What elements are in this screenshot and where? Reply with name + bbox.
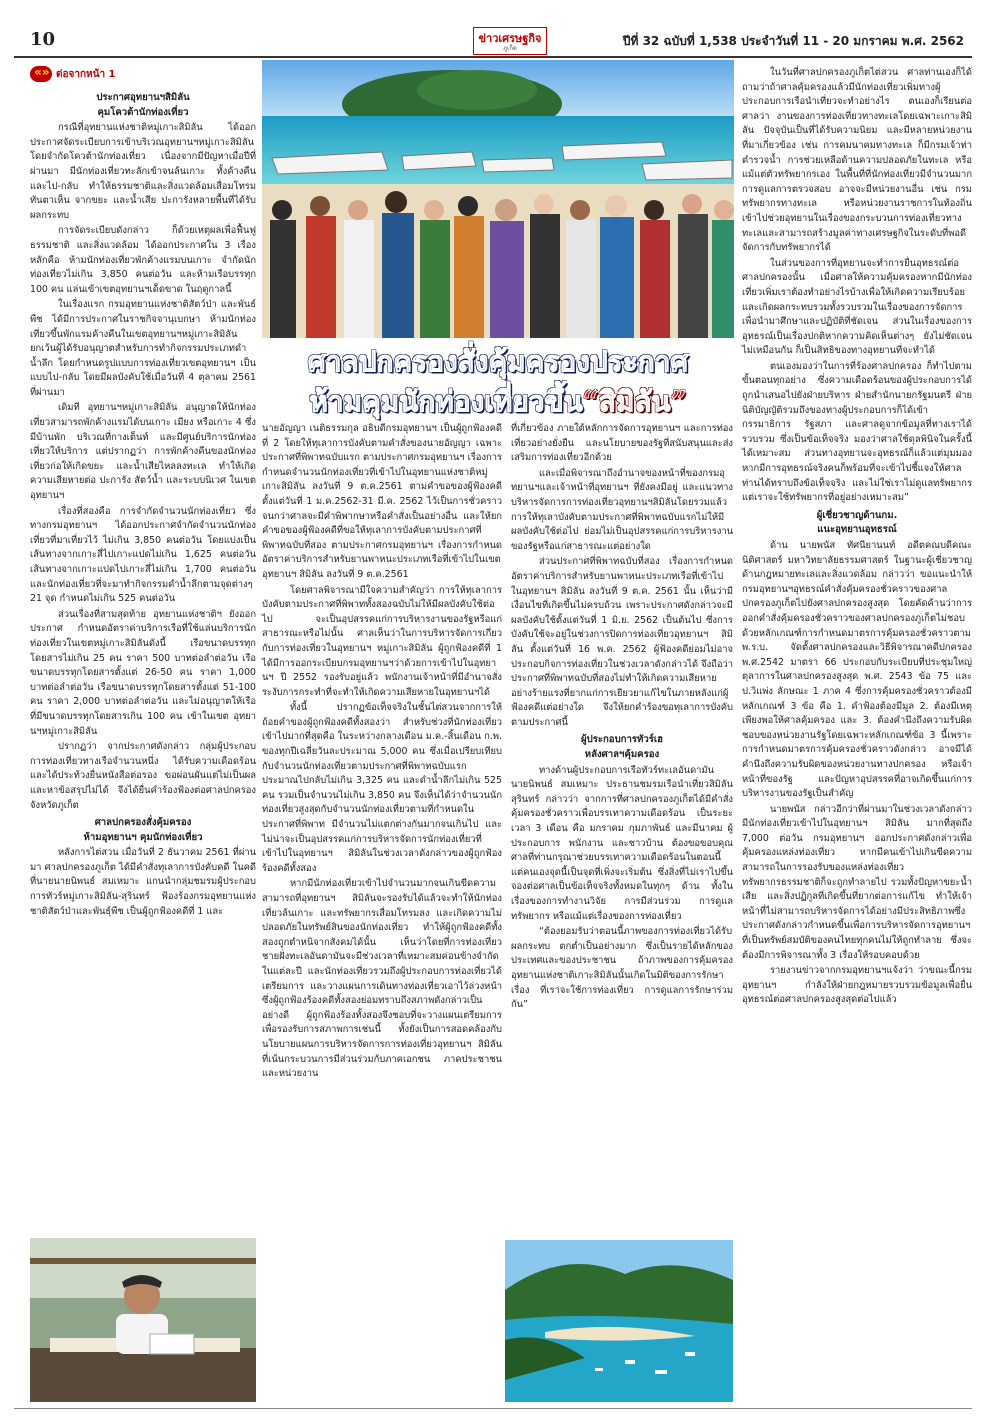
article-column-1 bbox=[30, 88, 256, 920]
masthead-subtitle: ภูเก็ต bbox=[503, 45, 517, 52]
paragraph: หากมีนักท่องเที่ยวเข้าไปจำนวนมากจนเกินขีดความสามารถที่อุทยานฯ สิมิลันจะรองรับได้แล้วจะทำให้นักท่องเที่ยวล้นเกาะ และทรัพยากรเสื่อมโทรมลง และเกิดความไม่ปลอดภัยในทรัพย์สินของนักท่องเที่ยว ทำให้ผู้ถูกฟ้องคดีทั้งสองถูกตำหนิจากสังคมได้นั้น เห็นว่าโดยที่การท่องเที่ยวชายฝั่งทะเลอันดามันจะมีช่วงเวลาที่เหมาะสมค่อนข้างจำกัดในแต่ละปี และนักท่องเที่ยวรวมถึงผู้ประกอบการท่องเที่ยวได้เตรียมการ และวางแผนการเดินทางท่องเที่ยวเอาไว้ล่วงหน้า ซึ่งผู้ถูกฟ้องร้องคดีทั้งสองย่อมทราบถึงสภาพดังกล่าวเป็นอย่างดี ผู้ถูกฟ้องร้องทั้งสองจึงชอบที่จะวางแผนเตรียมการเพื่อรองรับการสภาพการเช่นนี้ ทั้งยังเป็นการสอดคล้องกับนโยบายแผนการบริหารจัดการการท่องเที่ยวอุทยานฯ สิมิลันที่เน้นกระบวนการมีส่วนร่วมกับภาคเอกชน ภาคประชาชน และหน่วยงาน bbox=[262, 878, 502, 1080]
subhead: ศาลปกครองสั่งคุ้มครอง ห้ามอุทยานฯ คุมนักท่องเที่ยว bbox=[83, 817, 203, 843]
subhead: ผู้ประกอบการทัวร์เฮ หลังศาลฯคุ้มครอง bbox=[580, 734, 664, 761]
double-chevron-icon: «» bbox=[30, 66, 52, 82]
header-rule bbox=[14, 56, 972, 58]
paragraph: ตนเองมองว่าในการที่ร้องศาลปกครอง ก็ทำไปตามขั้นตอนทุกอย่าง ซึ่งความเดือดร้อนของผู้ประกอบการได้ถูกนำเสนอไปยังฝ่ายบริหาร ฝ่ายสำนักนายกรัฐมนตรี ฝ่ายนิติบัญญัติรวมถึงของทางผู้ประกอบการก็ได้เข้ากรรมาธิการ รัฐสภา และศาลดูจากข้อมูลที่ทางเราได้รวบรวม ซึ่งเป็นข้อเท็จจริง มองว่าศาลใช้ดุลพินิจในครั้งนี้ได้เหมาะสม ส่วนทางอุทยานจะอุทธรณ์ก็แล้วแต่มุมมอง หากมีการอุทธรณ์จริงคนก็พร้อมที่จะเข้าไปชี้แจงให้ศาลท่านได้ทราบถึงข้อเท็จจริง และไม่ใช่เราไม่ดูแลทรัพยากรแต่เราจะใช้ทรัพยากรที่อยู่อย่างเหมาะสม” bbox=[742, 360, 972, 504]
beach-crowd-photo bbox=[262, 60, 734, 338]
paragraph: โดยศาลพิจารณามีใจความสำคัญว่า การให้ทุเลาการบังคับตามประกาศที่พิพาททั้งสองฉบับไม่ให้มีผลบังคับใช้ต่อไป จะเป็นอุปสรรคแก่การบริหารงานของรัฐหรือแก่สาธารณะหรือไม่นั้น ศาลเห็นว่าในการบริหารจัดการเกี่ยวกับการท่องเที่ยวในอุทยานฯ หมู่เกาะสิมิลัน ผู้ถูกฟ้องคดีที่ 1 ได้มีการออกระเบียบกรมอุทยานฯว่าด้วยการเข้าไปในอุทยานฯ ปี 2552 รองรับอยู่แล้ว พนักงานเจ้าหน้าที่มีอำนาจสั่งระงับการกระทำที่จะทำให้เกิดความเสียหายในอุทยานฯได้ bbox=[262, 584, 502, 698]
interviewee-photo bbox=[30, 1238, 256, 1402]
paragraph: ปรากฏว่า จากประกาศดังกล่าว กลุ่มผู้ประกอบการท่องเที่ยวทางเรือจำนวนหนึ่ง ได้รับความเดือดร้อน และได้ประท้วงยื่นหนังสือต่อรอง ขอผ่อนผันแต่ไม่เป็นผล และหาข้อสรุปไม่ได้ จึงได้ยื่นคำร้องฟ้องต่อศาลปกครองจังหวัดภูเก็ต bbox=[30, 741, 256, 811]
paragraph: ด้าน นายพนัส ทัศนียานนท์ อดีตคณบดีคณะนิติศาสตร์ มหาวิทยาลัยธรรมศาสตร์ ในฐานะผู้เชี่ยวชาญด้านกฎหมายทะเลและสิ่งแวดล้อม กล่าวว่า ขอแนะนำให้กรมอุทยานฯอุทธรณ์คำสั่งคุ้มครองชั่วคราวของศาลปกครองภูเก็ตไปยังศาลปกครองสูงสุด โดยคัดค้านว่าการออกคำสั่งคุ้มครองชั่วคราวของศาลปกครองภูเก็ตไม่ชอบด้วยหลักเกณฑ์การกำหนดมาตรการคุ้มครองชั่วคราวตาม พ.ร.บ. จัดตั้งศาลปกครองและวิธีพิจารณาคดีปกครอง พ.ศ.2542 มาตรา 66 ประกอบกับระเบียบที่ประชุมใหญ่ตุลาการในศาลปกครองสูงสุด พ.ศ. 2543 ข้อ 75 และ ป.วิแพ่ง ลักษณะ 1 ภาค 4 ซึ่งการคุ้มครองชั่วคราวต้องมีหลักเกณฑ์ 3 ข้อ คือ 1. คำฟ้องต้องมีมูล 2. ต้องมีเหตุเพียงพอให้ศาลคุ้มครอง และ 3. ต้องคำนึงถึงความรับผิดชอบของหน่วยงานรัฐโดยเฉพาะหลักเกณฑ์ข้อ 3 นี้เพราะการกำหนดมาตรการคุ้มครองชั่วคราวดังกล่าว อาจมีได้คำนึงถึงความรับผิดของหน่วยงานทางปกครอง หรือเจ้าหน้าที่ของรัฐ และปัญหาอุปสรรคที่อาจเกิดขึ้นแก่การบริหารงานของรัฐเป็นสำคัญ bbox=[742, 540, 972, 800]
subhead: ประกาศอุทยานฯสิมิลัน คุมโควต้านักท่องเที่ยว bbox=[96, 92, 190, 118]
paragraph: ส่วนประกาศที่พิพาทฉบับที่สอง เรื่องการกำหนดอัตราค่าบริการสำหรับยานพาหนะประเภทเรือที่เข้าไปในอุทยานฯ สิมิลัน ลงวันที่ 9 ต.ค. 2561 นั้น เห็นว่ามีเงื่อนไขที่เกิดขึ้นไม่ครบถ้วน เพราะประกาศดังกล่าวจะมีผลบังคับใช้ตั้งแต่วันที่ 1 มิ.ย. 2562 เป็นต้นไป ซึ่งการบังคับใช้จะอยู่ในช่วงการปิดการท่องเที่ยวอุทยานฯ สิมิลัน ตั้งแต่วันที่ 16 พ.ค. 2562 ผู้ฟ้องคดีย่อมไม่อาจประกอบกิจการท่องเที่ยวในช่วงเวลาดังกล่าวได้ จึงถือว่าประกาศที่พิพาทฉบับที่สองไม่ทำให้เกิดความเสียหายอย่างร้ายแรงที่ยากแก่การเยียวยาแก้ไขในภายหลังแก่ผู้ฟ้องคดีแต่อย่างใด จึงให้ยกคำร้องขอทุเลาการบังคับตามประกาศนี้ bbox=[511, 556, 733, 728]
paragraph: นายพนัส กล่าวอีกว่าที่ผ่านมาในช่วงเวลาดังกล่าวมีนักท่องเที่ยวเข้าไปในอุทยานฯ สิมิลัน มากที่สุดถึง 7,000 ต่อวัน กรมอุทยานฯ ออกประกาศดังกล่าวเพื่อคุ้มครองแหล่งท่องเที่ยว หากมีคนเข้าไปเกินขีดความสามารถในการรองรับของแหล่งท่องเที่ยว ทรัพยากรธรรมชาติก็จะถูกทำลายไป รวมทั้งปัญหาขยะน้ำเสีย และสิ่งปฏิกูลที่เกิดขึ้นที่ยากต่อการแก้ไข ทำให้เจ้าหน้าที่ไม่สามารถบริหารจัดการได้อย่างมีประสิทธิภาพซึ่งประกาศดังกล่าวกำหนดขึ้นเพื่อการบริหารจัดการอุทยานฯ ที่เป็นทรัพย์สมบัติของคนไทยทุกคนไม่ให้ถูกทำลาย ซึ่งจะต้องมีการพิจารณาทั้ง 3 เรื่องให้รอบคอบด้วย bbox=[742, 803, 972, 961]
paragraph: ในส่วนของการที่อุทยานจะทำการยื่นอุทธรณ์ต่อศาลปกครองนั้น เมื่อศาลให้ความคุ้มครองหากมีนักท่องเที่ยวเพิ่มเราต้องทำอย่างไรบ้างเพื่อให้เกิดความเรียบร้อย และเกิดผลกระทบรวมทั้งรวบรวมในเรื่องของการจัดการเพื่อนำมาศึกษาและปฏิบัติที่ชัดเจน ส่วนในเรื่องของการอุทธรณ์เป็นเรื่องปกติหากความคิดเห็นต่างๆ ยังไม่ชัดเจนไม่เหมือนกัน ก็เป็นสิทธิของทางอุทยานที่จะทำได้ bbox=[742, 257, 972, 357]
paragraph: หลังการไต่สวน เมื่อวันที่ 2 ธันวาคม 2561 ที่ผ่านมา ศาลปกครองภูเก็ต ได้มีคำสั่งทุเลาการบังคับคดี ในคดีที่นายนายนิพนธ์ สมเหมาะ แกนนำกลุ่มชมรมผู้ประกอบการทัวร์หมู่เกาะสิมิลัน-สุรินทร์ ฟ้องร้องกรมอุทยานแห่งชาติสัตว์ป่าและพันธุ์พืช เป็นผู้ถูกฟ้องคดีที่ 1 และ bbox=[30, 847, 256, 917]
paragraph: ที่เกี่ยวข้อง ภายใต้หลักการจัดการอุทยานฯ และการท่องเที่ยวอย่างยั่งยืน และนโยบายของรัฐที่สนับสนุนและส่งเสริมการท่องเที่ยวอีกด้วย bbox=[511, 423, 733, 464]
paragraph: เดิมที อุทยานฯหมู่เกาะสิมิลัน อนุญาตให้นักท่องเที่ยวสามารถพักค้างแรมได้บนเกาะ เมียง หรือเกาะ 4 ซึ่งมีบ้านพัก บริเวณที่กางเต็นท์ และมีศูนย์บริการนักท่องเที่ยวให้บริการ แต่ปรากฏว่า การพักค้างคืนของนักท่องเที่ยวก่อให้เกิดขยะ และน้ำเสียไหลลงทะเล ทำให้เกิดความเสียหายต่อ ปะการัง สัตว์น้ำ และระบบนิเวศ ในเขตอุทยานฯ bbox=[30, 402, 256, 502]
paragraph: ส่วนเรื่องที่สามสุดท้าย อุทยานแห่งชาติฯ ยังออกประกาศ กำหนดอัตราค่าบริการเรือที่ใช้แล่นบริการนักท่องเที่ยวในเขตหมู่เกาะสิมิลันดังนี้ เรือขนาดบรรทุกโดยสารไม่เกิน 25 คน ราคา 500 บาทต่อลำต่อวัน เรือขนาดบรรทุกโดยสารตั้งแต่ 26-50 คน ราคา 1,000 บาทต่อลำต่อวัน เรือขนาดบรรทุกโดยสารตั้งแต่ 51-100 คน ราคา 2,000 บาทต่อลำต่อวัน และไม่อนุญาตให้เรือที่มีขนาดบรรทุกโดยสารเกิน 100 คน เข้าในเขต อุทยานฯหมู่เกาะสิมิลัน bbox=[30, 608, 256, 737]
issue-line: ปีที่ 32 ฉบับที่ 1,538 ประจำวันที่ 11 - 20 มกราคม พ.ศ. 2562 bbox=[622, 34, 964, 48]
paragraph: รายงานข่าวจากกรมอุทยานฯแจ้งว่า ว่าขณะนี้กรมอุทยานฯ กำลังให้ฝ่ายกฎหมายรวบรวมข้อมูลเพื่อยื่นอุทธรณ์ต่อศาลปกครองสูงสุดต่อไปแล้ว bbox=[742, 965, 972, 1006]
headline bbox=[262, 338, 734, 422]
island-bay-photo bbox=[505, 1240, 733, 1402]
paragraph: ในเรื่องแรก กรมอุทยานแห่งชาติสัตว์ป่า และพันธ์พืช ได้มีการประกาศในราชกิจจานุเบกษา ห้ามนักท่องเที่ยวขึ้นพักแรมค้างคืนในเขตอุทยานฯหมู่เกาะสิมิลัน ยกเว้นผู้ได้รับอนุญาตสำหรับการทำกิจกรรมประเภทดำน้ำลึก โดยกำหนดรูปแบบการท่องเที่ยวเขตอุทยานฯ เป็นแบบไป-กลับ โดยมีผลบังคับใช้เมื่อวันที่ 4 ตุลาคม 2561 ที่ผ่านมา bbox=[30, 299, 256, 398]
masthead-title: ข่าวเศรษฐกิจ bbox=[478, 32, 542, 45]
masthead-logo bbox=[473, 27, 547, 55]
paragraph: นายอัญญา เนติธรรมกุล อธิบดีกรมอุทยานฯ เป็นผู้ถูกฟ้องคดีที่ 2 โดยให้ทุเลาการบังคับตามคำสั่งของนายอัญญา เฉพาะประกาศที่พิพาทฉบับแรก ตามประกาศกรมอุทยานฯ เรื่องการกำหนดจำนวนนักท่องเที่ยวที่เข้าไปในอุทยานแห่งชาติหมู่เกาะสิมิลัน ลงวันที่ 9 ต.ค.2561 ตามคำขอของผู้ฟ้องคดี ตั้งแต่วันที่ 1 ม.ค.2562-31 มี.ค. 2562 ไว้เป็นการชั่วคราวจนกว่าศาลจะมีคำพิพากษาหรือคำสั่งเป็นอย่างอื่น และให้ยกคำขอของผู้ฟ้องคดีที่ขอให้ทุเลาการบังคับตามประกาศที่พิพาทฉบับที่สอง ตามประกาศกรมอุทยานฯ เรื่องการกำหนดอัตราค่าบริการสำหรับยานพาหนะประเภทเรือที่เข้าไปในเขตอุทยานฯ สิมิลัน ลงวันที่ 9 ต.ค.2561 bbox=[262, 423, 502, 580]
headline-line-2: ห้ามคุมนักท่องเที่ยวขึ้น“สิมิลัน” bbox=[309, 385, 687, 418]
paragraph: ในวันที่ศาลปกครองภูเก็ตไต่สวน ศาลท่านเองก็ได้ถามว่าถ้าศาลคุ้มครองแล้วมีนักท่องเที่ยวเพิ่มทางผู้ประกอบการเรือนำเที่ยวจะทำอย่างไร ตนเองก็เรียนต่อศาลว่า งานของการท่องเที่ยวทางทะเลโดยเฉพาะเกาะสิมิลัน ปัจจุบันเป็นที่ได้รับความนิยม และมีหลายหน่วยงานที่มาเกี่ยวข้อง เช่น การคมนาคมทางทะเล ก็มีกรมเจ้าท่า ตำรวจน้ำ การช่วยเหลือด้านความปลอดภัยในทะเล หรือแม้แต่ตัวทรัพยากรเอง ในพื้นที่ที่นักท่องเที่ยวมีจำนวนมาก การดูแลการตรวจสอบ อาจจะมีหน่วยงานอื่น เช่น กรมทรัพยากรทางทะเล หรือหน่วยงานราชการในท้องถิ่นเข้าไปช่วยอุทยานในเรื่องของกระบวนการท่องเที่ยวทางทะเลและสามารถสร้างมูลค่าทางเศรษฐกิจในระดับที่พอดี จัดการกับทรัพยากรได้ bbox=[742, 67, 972, 254]
article-column-4 bbox=[742, 66, 972, 1009]
paragraph: และเมื่อพิจารณาถึงอำนาจของหน้าที่ของกรมอุทยานฯและเจ้าหน้าที่อุทยานฯ ที่ยังคงมีอยู่ และแนวทางบริหารจัดการการท่องเที่ยวอุทยานฯสิมิลันโดยรวมแล้ว การให้ทุเลาบังคับตามประกาศที่พิพาทฉบับแรกไม่ให้มีผลบังคับใช้ต่อไป ย่อมไม่เป็นอุปสรรคแก่การบริหารงานของรัฐหรือแก่สาธารณะแต่อย่างใด bbox=[511, 467, 733, 552]
paragraph: กรณีที่อุทยานแห่งชาติหมู่เกาะสิมิลัน ได้ออกประกาศจัดระเบียบการเข้าบริเวณอุทยานฯหมู่เกาะสิมิลัน โดยจำกัดโควต้านักท่องเที่ยว เนื่องจากมีปัญหาเมื่อปีที่ผ่านมา มีนักท่องเที่ยวทะลักเข้าจนล้นเกาะ ทั้งค้างคืนและไป-กลับ ทำให้ธรรมชาติและสิ่งแวดล้อมเสื่อมโทรม ทันตาเห็น จากขยะ และน้ำเสีย ปะการังหลายพื้นที่ได้รับผลกระทบ bbox=[30, 122, 256, 221]
headline-highlight: “สิมิลัน” bbox=[582, 385, 687, 418]
paragraph: “ต้องยอมรับว่าตอนนี้ภาพของการท่องเที่ยวได้รับผลกระทบ ตกต่ำเป็นอย่างมาก ซึ่งเป็นรายได้หลักของประเทศและของประชาชน ถ้าภาพของการคุ้มครองอุทยานแห่งชาติเกาะสิมิลันนั้นเกิดในมิติของการรักษาเรื่อง ที่เราจะใช้การท่องเที่ยว การดูแลการรักษาร่วมกัน” bbox=[511, 926, 733, 1011]
paragraph: ทางด้านผู้ประกอบการเรือทัวร์ทะเลอันดามัน นายนิพนธ์ สมเหมาะ ประธานชมรมเรือนำเที่ยวสิมิลัน สุรินทร์ กล่าวว่า จากการที่ศาลปกครองภูเก็ตได้มีคำสั่งคุ้มครองชั่วคราวเพื่อบรรเทาความเดือดร้อน เป็นระยะเวลา 3 เดือน คือ มกราคม กุมภาพันธ์ และมีนาคม ผู้ประกอบการ พนักงาน และชาวบ้าน ต้องขอขอบคุณศาลที่ท่านกรุณาช่วยบรรเทาความเดือดร้อนในตอนนี้ แต่คนเองจุดนี้เป็นจุดที่เพิ่งจะเริ่มต้น ซึ่งสิ่งที่ไม่เราไปขึ้นจองต่อศาลเป็นข้อเท็จจริงทั้งหมดในทุกๆ ด้าน ทั้งในเรื่องของการทำงานวิจัย การมีส่วนร่วม การดูแลทรัพยากร หรือแม้แต่เรื่องของการท่องเที่ยว bbox=[511, 764, 733, 922]
paragraph: การจัดระเบียบดังกล่าว ก็ด้วยเหตุผลเพื่อฟื้นฟูธรรมชาติ และสิ่งแวดล้อม ได้ออกประกาศใน 3 เรื่องหลักคือ ห้ามนักท่องเที่ยวพักค้างแรมบนเกาะ จำกัดนักท่องเที่ยวไม่เกิน 3,850 คนต่อวัน และห้ามเรือบรรทุก 100 คน แล่นเข้าเขตอุทยานฯเด็ดขาด ในฤดูกาลนี้ bbox=[30, 225, 256, 295]
paragraph: เรื่องที่สองคือ การจำกัดจำนวนนักท่องเที่ยว ซึ่งทางกรมอุทยานฯ ได้ออกประกาศจำกัดจำนวนนักท่องเที่ยวที่มาเที่ยวไว้ ไม่เกิน 3,850 คนต่อวัน โดยแบ่งเป็นเส้นทางจากเกาะสี่ไปเกาะแปดไม่เกิน 1,625 คนต่อวัน เส้นทางจากเกาะแปดไปเกาะสี่ไม่เกิน 1,700 คนต่อวัน และนักท่องเที่ยวที่จะมาทำกิจกรรมดำน้ำลึกตามจุดต่างๆ 21 จุด กำหนดไม่เกิน 525 คนต่อวัน bbox=[30, 505, 256, 605]
continued-label: ต่อจากหน้า 1 bbox=[56, 69, 116, 80]
headline-line-1: ศาลปกครองสั่งคุ้มครองประกาศ bbox=[307, 345, 689, 378]
page-number: 10 bbox=[30, 29, 56, 50]
article-column-2 bbox=[262, 422, 502, 1083]
bottom-rule bbox=[14, 1408, 972, 1409]
paragraph: ทั้งนี้ ปรากฏข้อเท็จจริงในชั้นไต่สวนจากการให้ถ้อยคำของผู้ถูกฟ้องคดีทั้งสองว่า สำหรับช่วงที่นักท่องเที่ยวเข้าไปมากที่สุดคือ ในระหว่างกลางเดือน ม.ค.-สิ้นเดือน ก.พ. ของทุกปีเฉลี่ยวันละประมาณ 5,000 คน ซึ่งเมื่อเปรียบเทียบกับจำนวนนักท่องเที่ยวตามประกาศที่พิพาทฉบับแรกประมาณไปกลับไม่เกิน 3,325 คน และดำน้ำลึกไม่เกิน 525 คน รวมเป็นจำนวนไม่เกิน 3,850 คน จึงเห็นได้ว่าจำนวนนักท่องเที่ยวสูงสุดกับจำนวนนักท่องเที่ยวตามที่กำหนดในประกาศที่พิพาท มีจำนวนไม่แตกต่างกันมากจนเกินไป และไม่น่าจะเป็นอุปสรรคแก่การบริหารจัดการนักท่องเที่ยวที่เข้าไปในอุทยานฯ สิมิลันในช่วงเวลาดังกล่าวของผู้ถูกฟ้องร้องคดีทั้งสอง bbox=[262, 702, 502, 874]
subhead: ผู้เชี่ยวชาญด้านกม. แนะอุทยานอุทธรณ์ bbox=[816, 509, 898, 536]
article-column-3 bbox=[511, 422, 733, 1014]
